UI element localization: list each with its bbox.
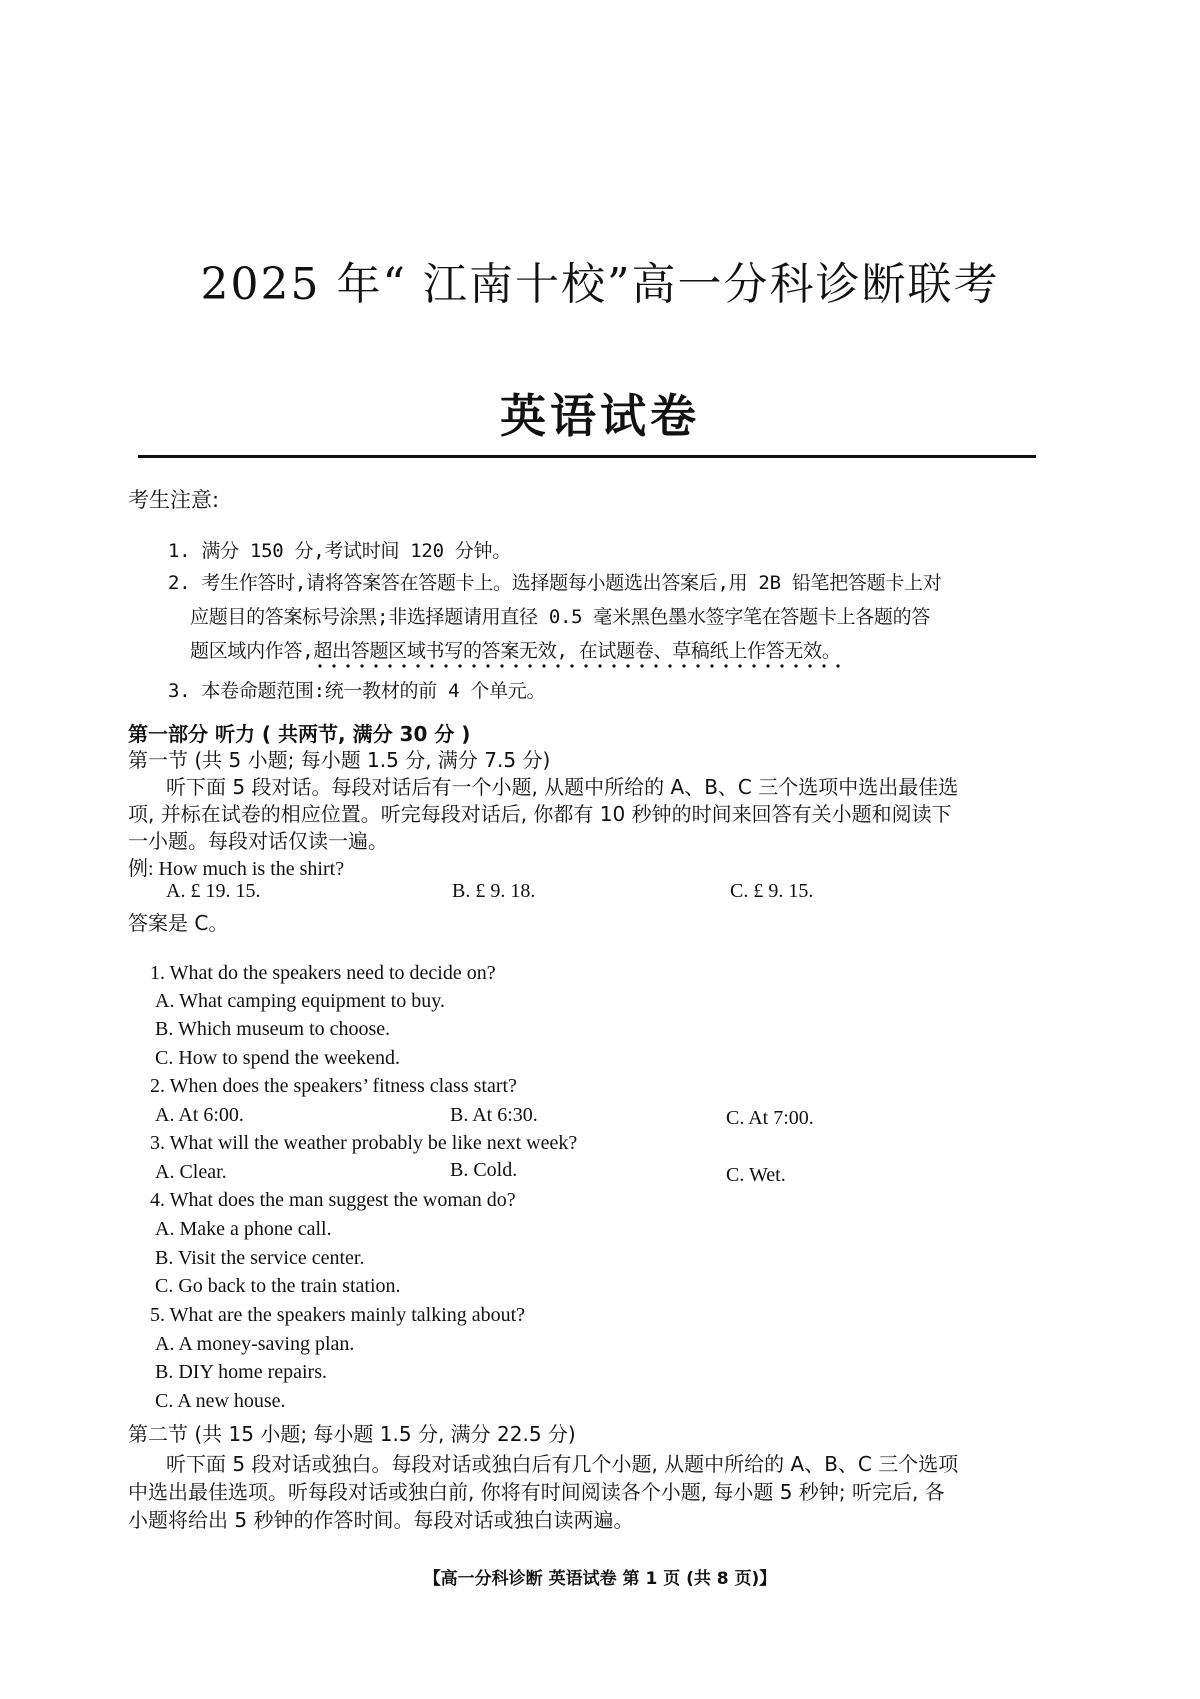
question-1-option-a: A. What camping equipment to buy. <box>155 990 445 1012</box>
example-answer: 答案是 C。 <box>128 911 229 935</box>
section2-instructions-line-2: 中选出最佳选项。听每段对话或独白前, 你将有时间阅读各个小题, 每小题 5 秒钟; 听完后, 各 <box>128 1480 945 1504</box>
question-5-stem: 5. What are the speakers mainly talking about? <box>150 1304 526 1326</box>
question-1-stem: 1. What do the speakers need to decide on? <box>150 962 496 984</box>
notice-item-2-line-2: 应题目的答案标号涂黑;非选择题请用直径 0.5 毫米黑色墨水签字笔在答题卡上各题的答 <box>190 606 931 628</box>
section2-instructions-line-1: 听下面 5 段对话或独白。每段对话或独白后有几个小题, 从题中所给的 A、B、C 三个选项 <box>166 1452 959 1476</box>
notice-item-2-line-1: 2. 考生作答时,请将答案答在答题卡上。选择题每小题选出答案后,用 2B 铅笔把答题卡上对 <box>168 572 942 594</box>
question-2-option-c: C. At 7:00. <box>726 1107 814 1129</box>
question-2-option-a: A. At 6:00. <box>155 1104 244 1126</box>
question-2-stem: 2. When does the speakers’ fitness class start? <box>150 1075 517 1097</box>
question-2-option-b: B. At 6:30. <box>450 1104 538 1126</box>
question-3-option-c: C. Wet. <box>726 1164 786 1186</box>
question-5-option-a: A. A money-saving plan. <box>155 1333 355 1355</box>
notice-heading: 考生注意: <box>128 488 220 512</box>
example-option-a: A. £ 19. 15. <box>166 880 261 902</box>
section2-instructions-line-3: 小题将给出 5 秒钟的作答时间。每段对话或独白读两遍。 <box>128 1508 634 1532</box>
question-5-option-b: B. DIY home repairs. <box>155 1361 327 1383</box>
notice-item-1: 1. 满分 150 分,考试时间 120 分钟。 <box>168 540 511 562</box>
exam-subject-title: 英语试卷 <box>500 389 700 443</box>
question-1-option-c: C. How to spend the weekend. <box>155 1047 400 1069</box>
notice-item-3: 3. 本卷命题范围:统一教材的前 4 个单元。 <box>168 680 546 702</box>
section1-instructions-line-2: 项, 并标在试卷的相应位置。听完每段对话后, 你都有 10 秒钟的时间来回答有关小题和阅读下 <box>128 802 952 826</box>
question-3-stem: 3. What will the weather probably be like next week? <box>150 1132 578 1154</box>
notice-item-2-line-3 <box>190 636 841 663</box>
title-divider <box>138 455 1036 458</box>
exam-title: 2025 年“ 江南十校”高一分科诊断联考 <box>200 259 1000 310</box>
question-4-option-b: B. Visit the service center. <box>155 1247 365 1269</box>
question-3-option-b: B. Cold. <box>450 1159 518 1181</box>
example-option-c: C. £ 9. 15. <box>730 880 814 902</box>
question-4-stem: 4. What does the man suggest the woman do? <box>150 1189 516 1211</box>
question-1-option-b: B. Which museum to choose. <box>155 1018 391 1040</box>
question-3-option-a: A. Clear. <box>155 1161 227 1183</box>
section1-instructions-line-1: 听下面 5 段对话。每段对话后有一个小题, 从题中所给的 A、B、C 三个选项中选出最佳选 <box>166 775 959 799</box>
example-question: 例: How much is the shirt? <box>128 858 345 880</box>
section1-instructions-line-3: 一小题。每段对话仅读一遍。 <box>128 829 388 853</box>
notice-item-2-line-3-plain: 题区域内作答, <box>190 640 314 662</box>
notice-item-2-emphasis: 超出答题区域书写的答案无效, 在试题卷、草稿纸上作答无效。 <box>313 640 840 669</box>
question-4-option-c: C. Go back to the train station. <box>155 1275 401 1297</box>
page-footer: 【高一分科诊断 英语试卷 第 1 页 (共 8 页)】 <box>423 1569 777 1589</box>
example-option-b: B. £ 9. 18. <box>452 880 536 902</box>
question-5-option-c: C. A new house. <box>155 1390 286 1412</box>
section1-heading: 第一节 (共 5 小题; 每小题 1.5 分, 满分 7.5 分) <box>128 748 551 772</box>
part1-heading: 第一部分 听力 ( 共两节, 满分 30 分 ) <box>128 722 471 746</box>
section2-heading: 第二节 (共 15 小题; 每小题 1.5 分, 满分 22.5 分) <box>128 1422 576 1446</box>
question-4-option-a: A. Make a phone call. <box>155 1218 332 1240</box>
